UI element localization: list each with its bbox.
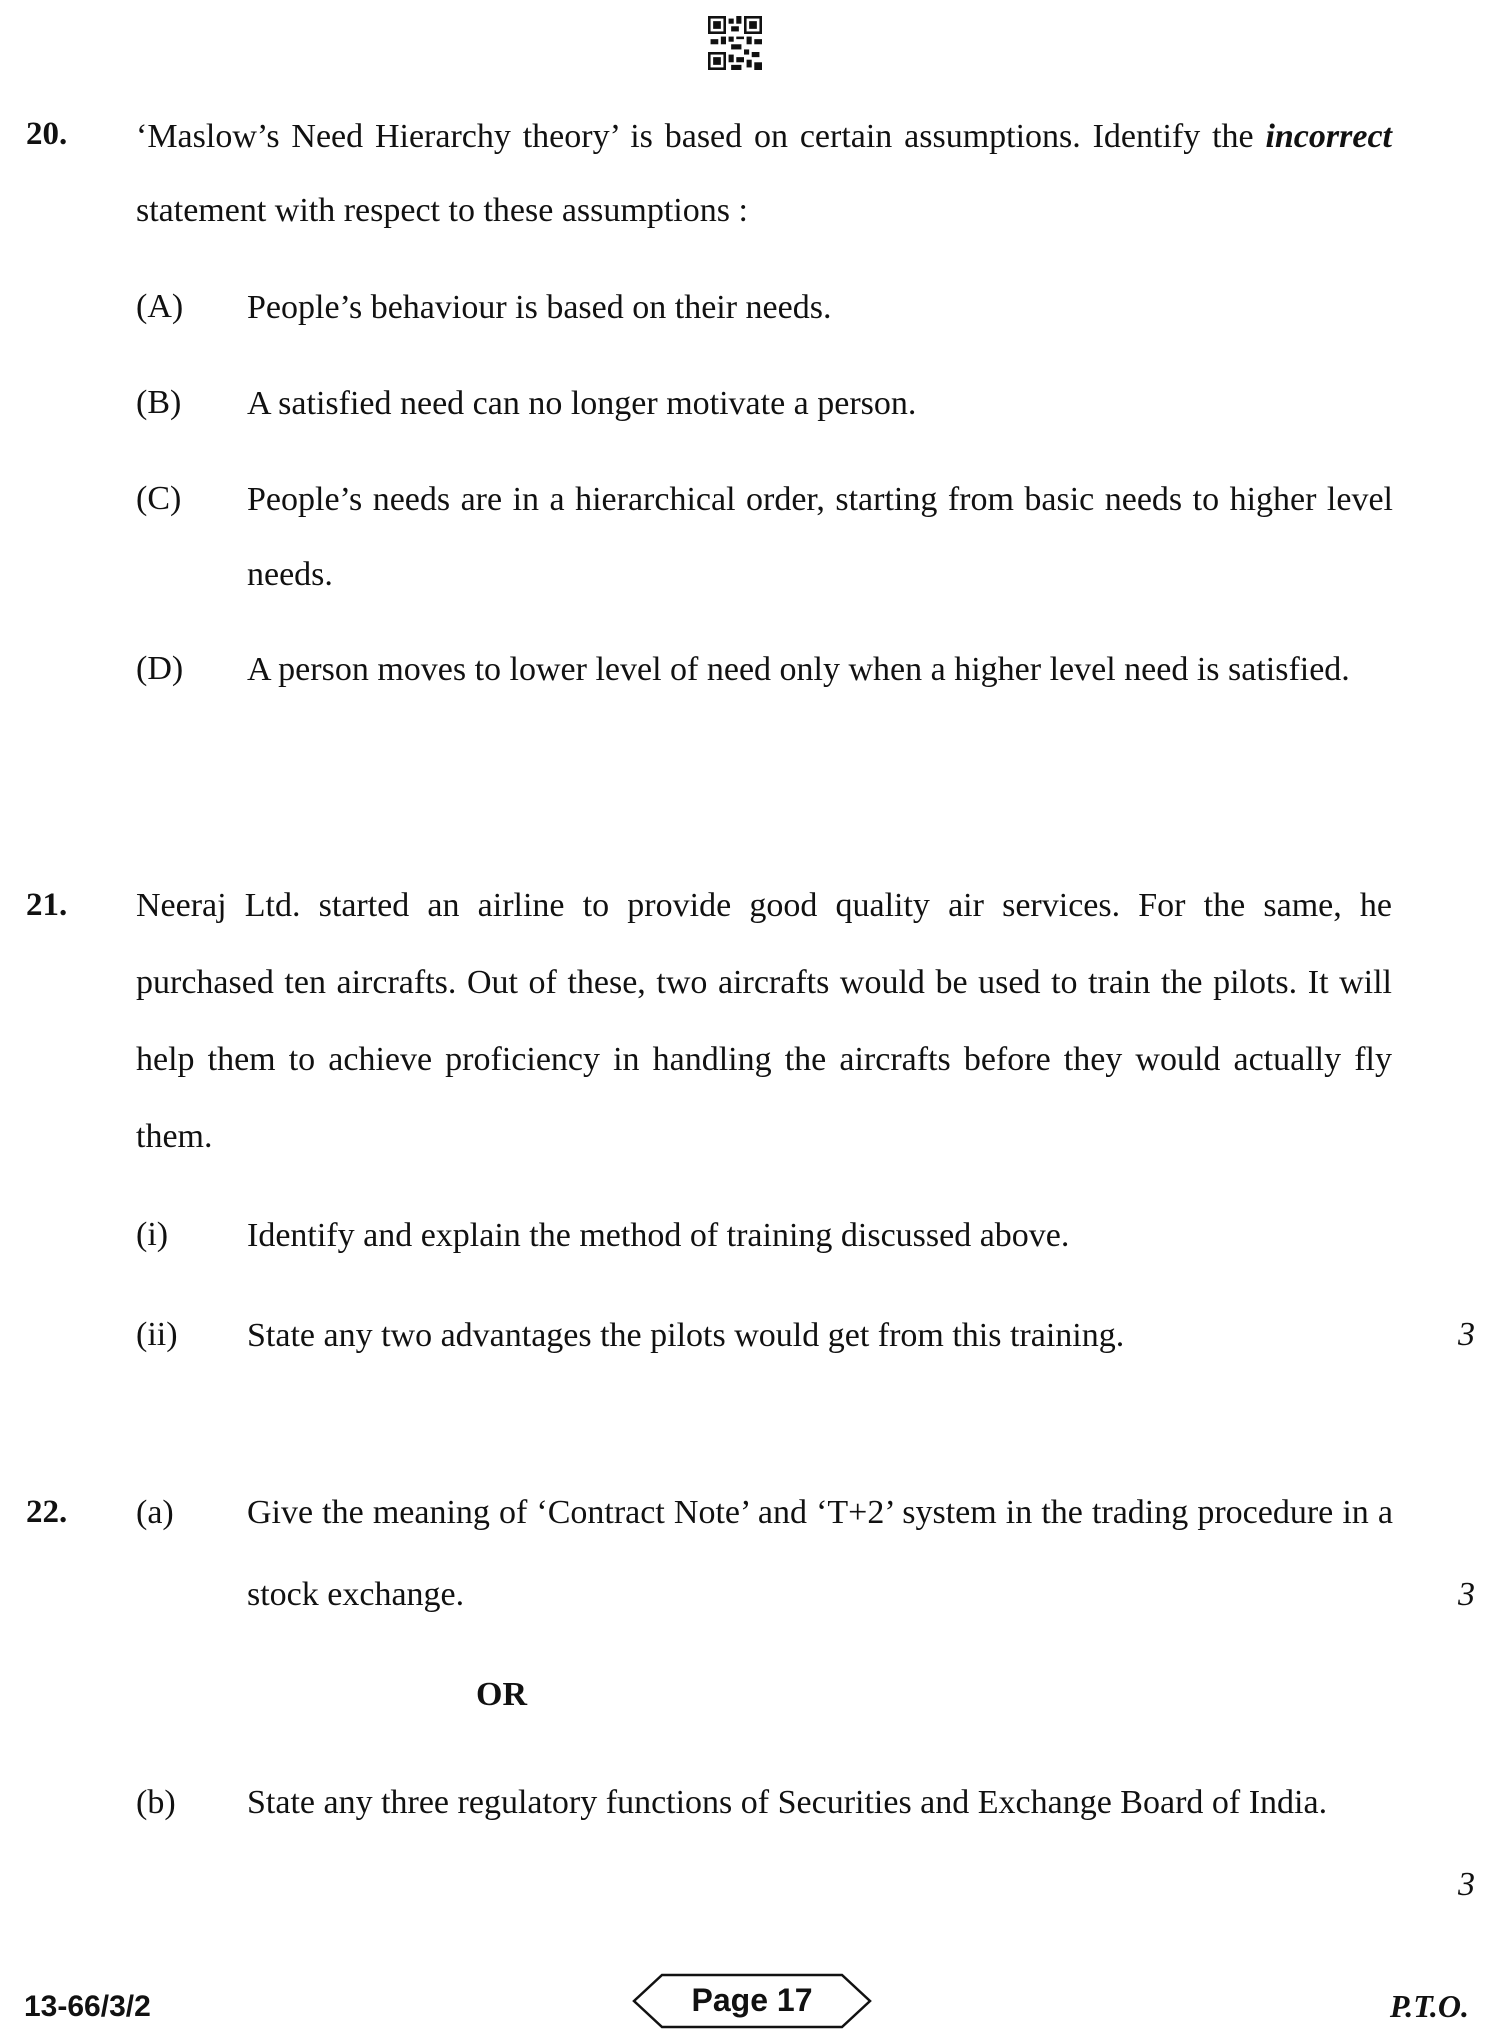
part-text-b: State any three regulatory functions of Securities and Exchange Board of India. bbox=[247, 1784, 1328, 1821]
option-label-b: (B) bbox=[136, 384, 182, 421]
part-text-a: Give the meaning of ‘Contract Note’ and ‘T+2’ system in the trading procedure in a stock exchange. bbox=[247, 1494, 1393, 1613]
option-label-a: (A) bbox=[136, 288, 184, 325]
option-text-b: A satisfied need can no longer motivate a person. bbox=[247, 385, 917, 422]
part-label-i: (i) bbox=[136, 1216, 169, 1253]
question-21-marks: 3 bbox=[1458, 1316, 1475, 1353]
option-text-a: People’s behaviour is based on their needs. bbox=[247, 289, 832, 326]
question-20-stem-part1: ‘Maslow’s Need Hierarchy theory’ is based on certain assumptions. Identify the bbox=[136, 118, 1266, 155]
page-number: Page 17 bbox=[691, 1982, 813, 2018]
question-number-20: 20. bbox=[26, 116, 68, 152]
or-separator: OR bbox=[476, 1676, 527, 1713]
question-20-emphasis: incorrect bbox=[1265, 118, 1392, 155]
question-20-stem-part2: statement with respect to these assumptions : bbox=[136, 192, 748, 229]
question-22b-marks: 3 bbox=[1458, 1866, 1475, 1903]
question-number-22: 22. bbox=[26, 1494, 68, 1530]
question-21-stem: Neeraj Ltd. started an airline to provide good quality air services. For the same, he purchased ten aircrafts. Out of these, two aircrafts would be used to train the pilots. It will help them to achieve proficiency in handling the aircrafts before they would actually fly them. bbox=[136, 887, 1392, 1155]
part-label-ii: (ii) bbox=[136, 1316, 178, 1353]
option-text-d: A person moves to lower level of need only when a higher level need is satisfied. bbox=[247, 651, 1350, 688]
option-text-c: People’s needs are in a hierarchical order, starting from basic needs to higher level needs. bbox=[247, 481, 1393, 593]
part-text-i: Identify and explain the method of training discussed above. bbox=[247, 1217, 1070, 1254]
part-label-b: (b) bbox=[136, 1784, 176, 1821]
qr-code-icon bbox=[708, 16, 762, 70]
option-label-c: (C) bbox=[136, 480, 182, 517]
question-20-stem bbox=[136, 100, 1392, 248]
question-number-21: 21. bbox=[26, 887, 68, 923]
part-label-a: (a) bbox=[136, 1494, 174, 1531]
please-turn-over: P.T.O. bbox=[1389, 1988, 1469, 2024]
option-label-d: (D) bbox=[136, 650, 184, 687]
page-number-badge bbox=[632, 1972, 872, 2030]
paper-code: 13-66/3/2 bbox=[24, 1990, 151, 2023]
question-22a-marks: 3 bbox=[1458, 1576, 1475, 1613]
part-text-ii: State any two advantages the pilots would get from this training. bbox=[247, 1317, 1125, 1354]
